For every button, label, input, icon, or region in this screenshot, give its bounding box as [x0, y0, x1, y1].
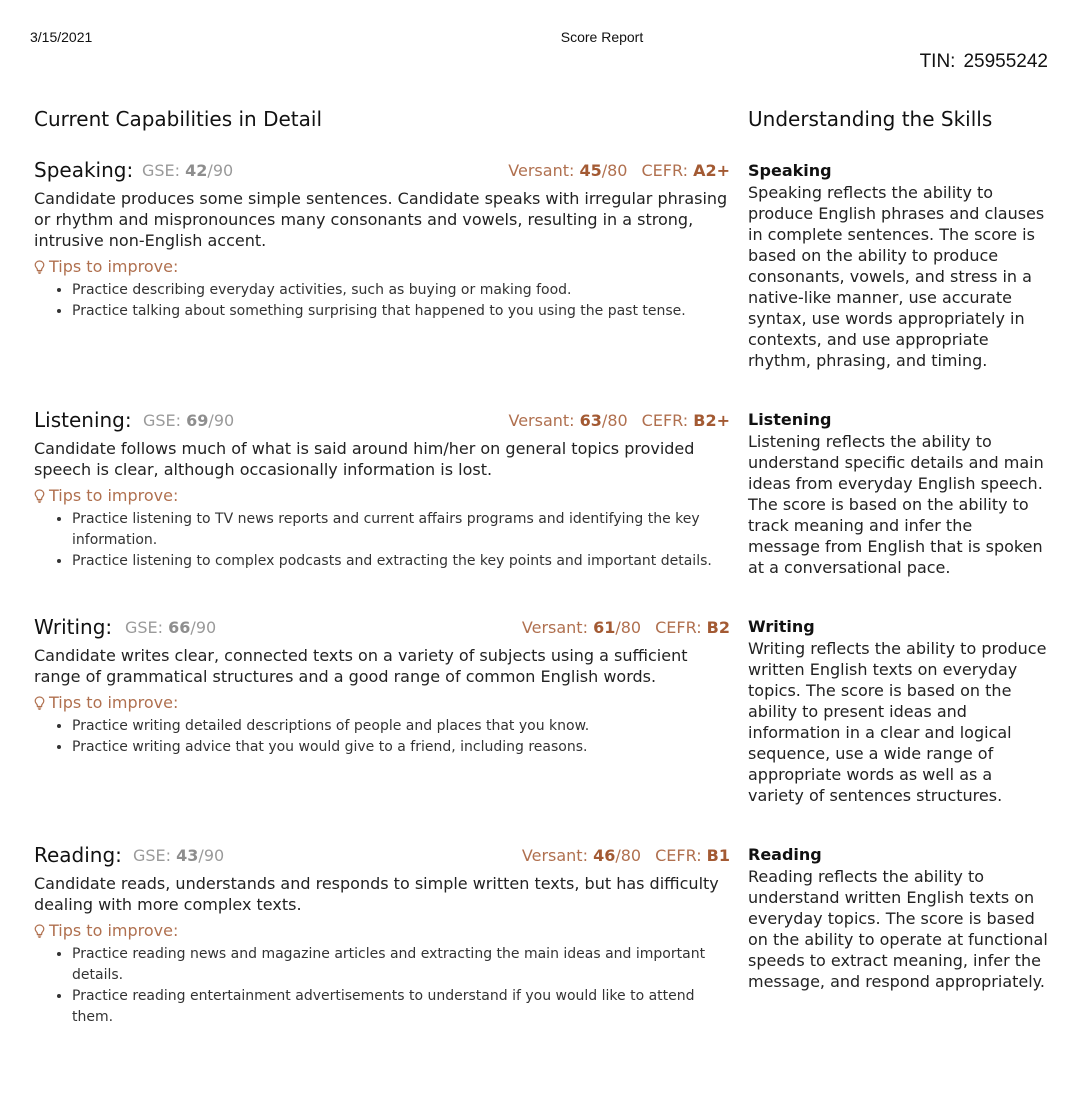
capabilities-heading: Current Capabilities in Detail: [34, 107, 322, 131]
lightbulb-icon: [34, 260, 45, 274]
tip-item: • Practice listening to complex podcasts and extracting the key points and important details.: [72, 551, 730, 572]
lightbulb-icon: [34, 489, 45, 503]
capabilities-column: [34, 106, 730, 1025]
skill-name: Listening:: [34, 408, 132, 432]
explain-listening: [748, 409, 1048, 578]
explain-writing: [748, 616, 1048, 806]
tip-item: • Practice reading entertainment advertisements to understand if you would like to attend them.: [72, 986, 730, 1028]
skill-description: Candidate writes clear, connected texts on a variety of subjects using a sufficient range of grammatical structures and a good range of common English words.: [34, 646, 688, 686]
explain-text: Writing reflects the ability to produce written English texts on everyday topics. The score is based on the ability to present ideas and information in a clear and logical sequence, use a wide range of appropriate words as well as a variety of sentences structures.: [748, 639, 1047, 805]
skill-block-reading: [34, 841, 730, 1028]
tips-heading: Tips to improve:: [34, 256, 730, 278]
versant-cefr-scores: Versant: 46/80 CEFR: B1: [521, 846, 730, 865]
versant-cefr-scores: Versant: 61/80 CEFR: B2: [521, 618, 730, 637]
gse-score: GSE: 69/90: [143, 411, 235, 430]
versant-cefr-scores: Versant: 63/80 CEFR: B2+: [508, 411, 730, 430]
explain-title: Listening: [748, 410, 832, 429]
tip-item: • Practice talking about something surprising that happened to you using the past tense.: [72, 301, 730, 322]
lightbulb-icon: [34, 924, 45, 938]
tips-heading: Tips to improve:: [34, 485, 730, 507]
tip-item: • Practice describing everyday activities, such as buying or making food.: [72, 280, 730, 301]
skill-block-listening: [34, 406, 730, 572]
tip-item: • Practice writing detailed descriptions of people and places that you know.: [72, 716, 730, 737]
tip-item: • Practice writing advice that you would give to a friend, including reasons.: [72, 737, 730, 758]
tips-heading: Tips to improve:: [34, 920, 730, 942]
understanding-heading: Understanding the Skills: [748, 107, 993, 131]
gse-score: GSE: 42/90: [142, 161, 234, 180]
tips-list: [34, 944, 730, 1028]
skill-name: Speaking:: [34, 158, 134, 182]
explain-reading: [748, 844, 1048, 992]
explain-text: Reading reflects the ability to understand written English texts on everyday topics. The score is based on the ability to operate at functional speeds to extract meaning, infer the message, and respond appropriately.: [748, 867, 1048, 991]
explain-title: Writing: [748, 617, 815, 636]
tin-label: TIN:: [919, 51, 956, 72]
skill-block-writing: [34, 613, 730, 758]
explain-text: Listening reflects the ability to understand specific details and main ideas from everyday English speech. The score is based on the ability to track meaning and infer the message from English that is spoken at a conversational pace.: [748, 432, 1044, 577]
skill-name: Reading:: [34, 843, 122, 867]
report-date: 3/15/2021: [30, 29, 93, 45]
gse-score: GSE: 66/90: [125, 618, 217, 637]
explain-text: Speaking reflects the ability to produce English phrases and clauses in complete sentences. The score is based on the ability to produce consonants, vowels, and stress in a native-like manner, use accurate syntax, use words appropriately in contexts, and use appropriate rhythm, phrasing, and timing.: [748, 183, 1045, 370]
report-title: Score Report: [560, 29, 644, 45]
tips-list: [34, 509, 730, 572]
tips-list: [34, 716, 730, 758]
skill-block-speaking: [34, 156, 730, 322]
tips-heading: Tips to improve:: [34, 692, 730, 714]
gse-score: GSE: 43/90: [133, 846, 225, 865]
explain-title: Reading: [748, 845, 822, 864]
skill-description: Candidate produces some simple sentences. Candidate speaks with irregular phrasing or rhythm and mispronounces many consonants and vowels, resulting in a strong, intrusive non-English accent.: [34, 189, 728, 250]
skill-name: Writing:: [34, 615, 113, 639]
skill-description: Candidate follows much of what is said around him/her on general topics provided speech is clear, although occasionally information is lost.: [34, 439, 695, 479]
skill-description: Candidate reads, understands and responds to simple written texts, but has difficulty dealing with more complex texts.: [34, 874, 719, 914]
tips-list: [34, 280, 730, 322]
explain-speaking: [748, 160, 1048, 371]
skills-explanation-column: [748, 106, 1048, 991]
tip-item: • Practice listening to TV news reports and current affairs programs and identifying the key information.: [72, 509, 730, 551]
tin-value: 25955242: [963, 51, 1048, 72]
lightbulb-icon: [34, 696, 45, 710]
explain-title: Speaking: [748, 161, 832, 180]
versant-cefr-scores: Versant: 45/80 CEFR: A2+: [508, 161, 730, 180]
tin-display: [920, 51, 1048, 73]
tip-item: • Practice reading news and magazine articles and extracting the main ideas and important details.: [72, 944, 730, 986]
